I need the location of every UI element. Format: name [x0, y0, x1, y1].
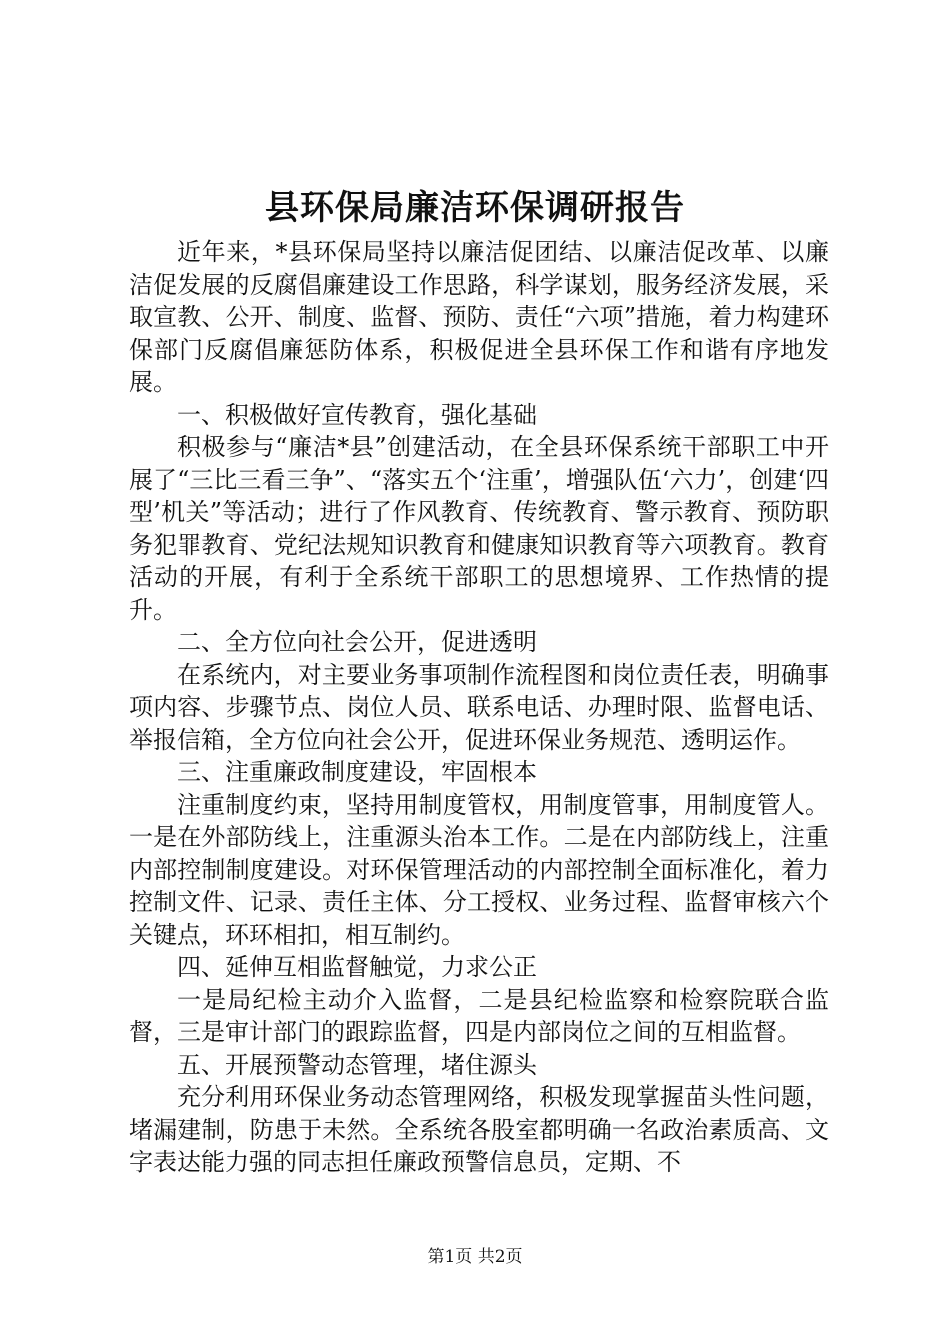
- section-heading-4: 四、延伸互相监督触觉，力求公正: [177, 953, 537, 981]
- document-body: [129, 236, 829, 1179]
- page-number-footer: 第1页 共2页: [427, 1247, 523, 1267]
- section-heading-5: 五、开展预警动态管理，堵住源头: [177, 1050, 537, 1079]
- section-paragraph-4: 一是局纪检主动介入监督，二是县纪检监察和检察院联合监督，三是审计部门的跟踪监督，四是内部岗位之间的互相监督。: [129, 985, 829, 1046]
- section-paragraph-2: 在系统内，对主要业务事项制作流程图和岗位责任表，明确事项内容、步骤节点、岗位人员、联系电话、办理时限、监督电话、举报信箱，全方位向社会公开，促进环保业务规范、透明运作。: [129, 660, 829, 754]
- section-heading-3: 三、注重廉政制度建设，牢固根本: [177, 758, 537, 786]
- section-paragraph-1: 积极参与“廉洁*县”创建活动，在全县环保系统干部职工中开展了“三比三看三争”、“落实五个‘注重’，增强队伍‘六力’，创建‘四型’机关”等活动；进行了作风教育、传统教育、警示教育、预防职务犯罪教育、党纪法规知识教育和健康知识教育等六项教育。教育活动的开展，有利于全系统干部职工的思想境界、工作热情的提升。: [129, 433, 829, 624]
- document-title: 县环保局廉洁环保调研报告: [265, 188, 685, 228]
- intro-paragraph: 近年来，*县环保局坚持以廉洁促团结、以廉洁促改革、以廉洁促发展的反腐倡廉建设工作思路，科学谋划，服务经济发展，采取宣教、公开、制度、监督、预防、责任“六项”措施，着力构建环保部门反腐倡廉惩防体系，积极促进全县环保工作和谐有序地发展。: [129, 238, 829, 396]
- section-heading-1: 一、积极做好宣传教育，强化基础: [177, 400, 537, 429]
- section-heading-2: 二、全方位向社会公开，促进透明: [177, 628, 537, 656]
- section-paragraph-5: 充分利用环保业务动态管理网络，积极发现掌握苗头性问题，堵漏建制，防患于未然。全系统各股室都明确一名政治素质高、文字表达能力强的同志担任廉政预警信息员，定期、不: [129, 1083, 829, 1176]
- section-paragraph-3: 注重制度约束，坚持用制度管权，用制度管事，用制度管人。一是在外部防线上，注重源头治本工作。二是在内部防线上，注重内部控制制度建设。对环保管理活动的内部控制全面标准化，着力控制文件、记录、责任主体、分工授权、业务过程、监督审核六个关键点，环环相扣，相互制约。: [129, 790, 829, 949]
